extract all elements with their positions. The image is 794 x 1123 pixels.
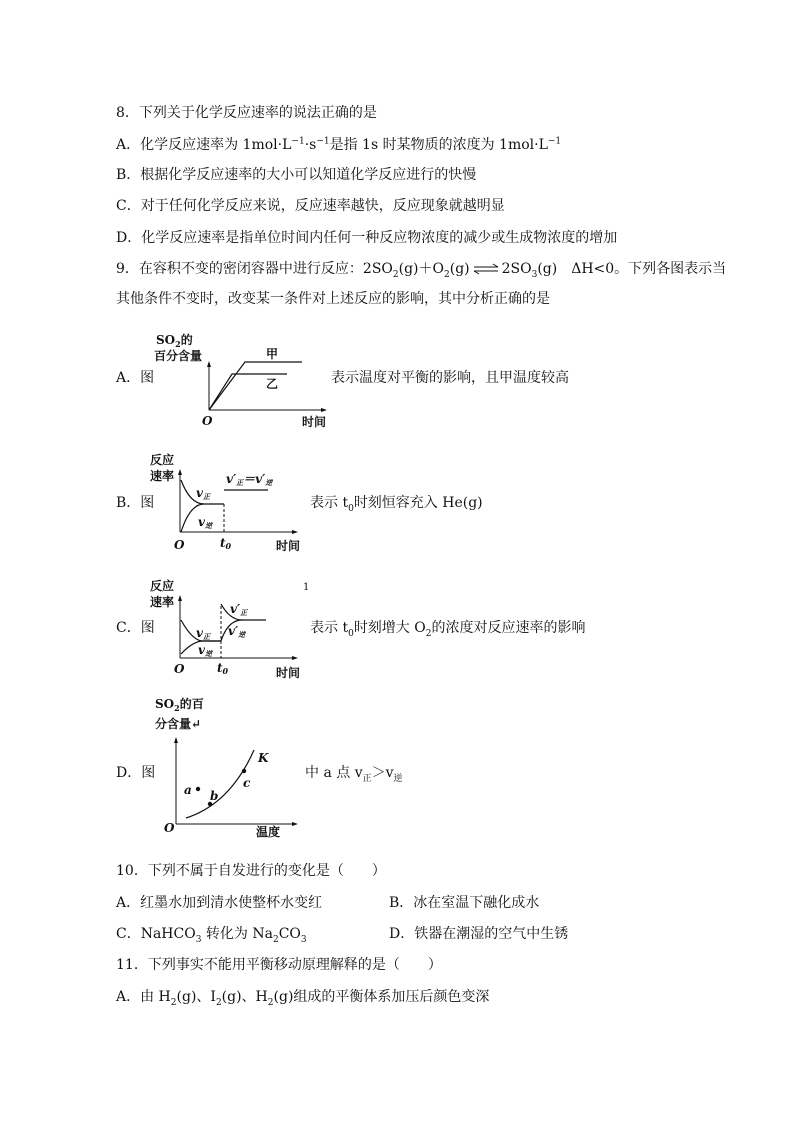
graph-d-point-c [242,769,246,773]
graph-d-point-a [196,787,200,791]
graph-b-ylabel-2: 速率 [150,469,175,483]
graph-c-stray-mark: 1 [303,582,310,593]
graph-a-origin: O [202,414,213,428]
graph-d-label-c: c [243,776,251,790]
q8-option-d: D．化学反应速率是指单位时间内任何一种反应物浓度的减少或生成物浓度的增加 [116,230,618,246]
graph-c-xlabel: 时间 [276,666,301,680]
graph-d-label-b: b [210,789,219,803]
q8-option-c: C．对于任何化学反应来说，反应速率越快，反应现象就越明显 [116,198,505,214]
graph-a-ylabel-1: $SO_2$的 [156,333,193,349]
graph-d-label-k: K [258,751,269,765]
q8-stem: 8．下列关于化学反应速率的说法正确的是 [116,105,377,121]
q9-option-a-label: A．图 [116,370,155,386]
graph-c-label-vz2: v′正 [230,602,248,617]
graph-c-ylabel-1: 反应 [150,579,175,593]
graph-c-t0: t0 [217,661,229,676]
q10-stem: 10．下列不属于自发进行的变化是（ ） [116,863,386,879]
q9-option-c-label: C．图 [116,620,155,636]
graph-c-label-vz: v正 [196,626,210,641]
q9-option-d-text: 中 a 点 $v_正>v_逆$ [305,765,403,784]
graph-b-t0: t0 [220,536,232,551]
graph-d-origin: O [164,821,175,835]
graph-b [150,452,300,552]
graph-b-label-eq: v′正＝v′逆 [226,472,273,487]
graph-a-ylabel-2: 百分含量 [154,349,203,363]
graph-b-xlabel: 时间 [276,539,301,553]
graph-b-label-vz: v正 [196,486,210,501]
q9-option-b-label: B．图 [116,495,155,511]
graph-b-label-vn: v逆 [198,515,212,530]
q8-option-b: B．根据化学反应速率的大小可以知道化学反应进行的快慢 [116,167,477,183]
graph-a-label-jia: 甲 [266,347,279,361]
graph-c-origin: O [174,662,185,676]
q9-option-c-text: 表示 $t_0$时刻增大 $O_2$的浓度对反应速率的影响 [310,620,586,639]
graph-d-ylabel-2: 分含量↵ [155,717,202,731]
graph-c-ylabel-2: 速率 [150,595,175,609]
graph-b-ylabel-1: 反应 [150,453,175,467]
q11-option-a: A．由 $H_2(g)$、$I_2(g)$、$H_2(g)$组成的平衡体系加压后颜色变深 [116,989,490,1008]
equilibrium-arrow-icon [473,263,499,275]
graph-c-label-vn2: v′逆 [228,624,246,639]
graph-c-label-vn: v逆 [198,643,212,658]
graph-d [150,694,310,844]
graph-d-label-a: a [184,783,192,797]
q9-option-a-text: 表示温度对平衡的影响，且甲温度较高 [331,370,569,386]
q10-option-c: C．NaHCO$_3$ 转化为 $Na_2CO_3$ [116,926,307,945]
q9-stem-line2: 其他条件不变时，改变某一条件对上述反应的影响，其中分析正确的是 [116,291,550,307]
q10-option-b: B．冰在室温下融化成水 [389,895,540,911]
q9-option-d-label: D．图 [116,765,156,781]
q9-stem: 9．在容积不变的密闭容器中进行反应：$2SO_2(g)+O_2(g)$ $2SO_3(g)$ ΔH<0。下列各图表示当 [116,261,727,280]
q8-option-a: A．化学反应速率为 $1mol\cdot L^{-1}\cdot s^{-1}$是指 1s 时某物质的浓度为 $1mol\cdot L^{-1}$ [116,136,562,153]
graph-a-xlabel: 时间 [302,415,327,429]
q9-option-b-text: 表示 $t_0$时刻恒容充入 He(g) [310,495,483,514]
q10-option-d: D．铁器在潮湿的空气中生锈 [389,926,569,942]
q10-option-a: A．红墨水加到清水使整杯水变红 [116,895,323,911]
graph-d-ylabel-1: $SO_2$的百 [155,697,204,713]
graph-a-label-yi: 乙 [266,377,279,391]
graph-c [150,578,310,678]
graph-d-xlabel: 温度 [256,825,281,839]
graph-a-curve-jia [209,362,302,410]
q11-stem: 11．下列事实不能用平衡移动原理解释的是（ ） [116,957,442,973]
graph-a [152,330,327,430]
graph-b-origin: O [174,538,185,552]
